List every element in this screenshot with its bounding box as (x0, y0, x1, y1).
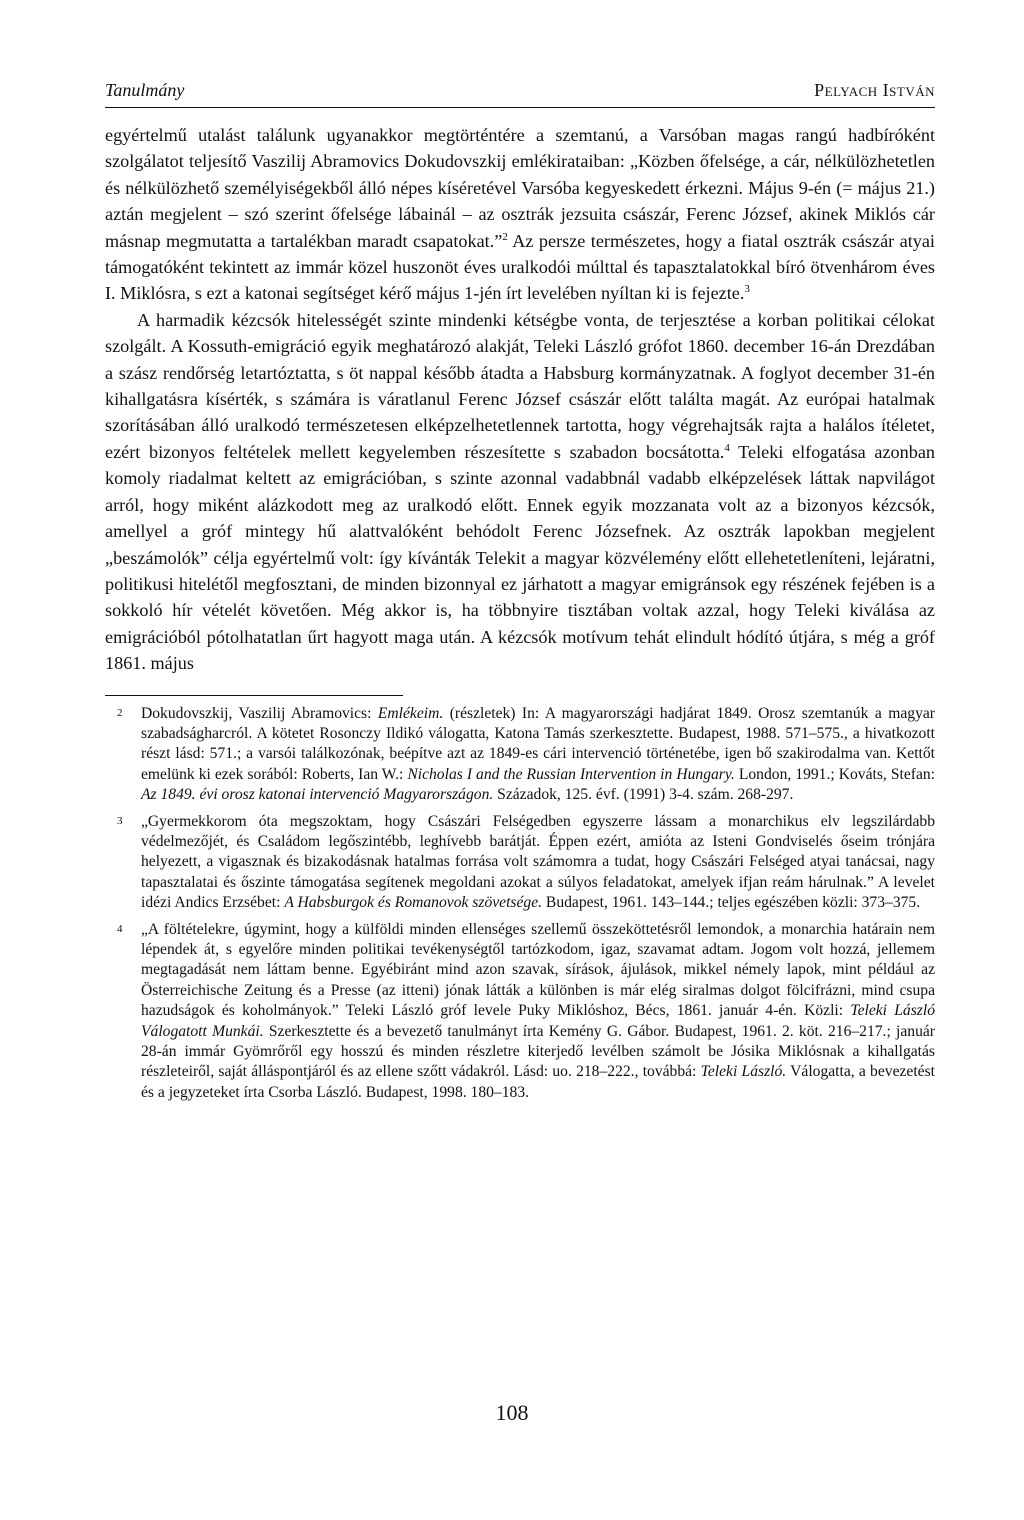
footnotes (105, 704, 935, 1104)
text-run: egyértelmű utalást találunk ugyanakkor megtörténtére a szemtanú, a Varsóban magas rangú hadbíróként szolgálatot teljesítő Vaszilij Abramovics Dokudovszkij emlékirataiban: „Közben őfelsége, a cár, nélkülözhetetlen és nélkülözhető személyiségekből álló népes kíséretével Varsóba kegyeskedett érkezni. Május 9-én (= május 21.) aztán megjelent – szó szerint őfelsége lábainál – az osztrák jezsuita császár, Ferenc József, akinek Miklós cár másnap megmutatta a tartalékban maradt csapatokat.” (105, 125, 935, 251)
body-text (105, 122, 935, 677)
author-name: Pelyach István (814, 80, 935, 100)
italic-title: Nicholas I and the Russian Intervention in Hungary. (407, 765, 735, 783)
footnote (105, 704, 935, 806)
running-header (105, 80, 935, 108)
footnote-reference: 2 (502, 230, 508, 243)
page-number: 108 (495, 1400, 529, 1425)
page (105, 80, 935, 1109)
text-run: Az persze természetes, hogy a fiatal osztrák császár atyai támogatóként tekintett az immár közel huszonöt éves uralkodói múlttal és tapasztalatokkal bíró ötvenhárom éves I. Miklósra, s ezt a katonai segítséget kérő május 1-jén írt levelében nyíltan ki is fejezte. (105, 230, 935, 304)
footnote-number: 4 (117, 922, 123, 935)
paragraph (105, 307, 935, 677)
footnote (105, 920, 935, 1104)
text-run: (részletek) In: A magyarországi hadjárat 1849. Orosz szemtanúk a magyar szabadságharcról. A kötetet Rosonczy Ildikó válogatta, Katona Tamás szerkesztette. Budapest, 1988. 571–575., a hivatkozott részt lásd: 571.; a varsói találkozónak, beépítve azt az 1849-es cári intervenció történetébe, igen bő szakirodalma van. Kettőt emelünk ki ezek sorából: Roberts, Ian W.: (141, 704, 935, 783)
text-run: A harmadik kézcsók hitelességét szinte mindenki kétségbe vonta, de terjesztése a korban politikai célokat szolgált. A Kossuth-emigráció egyik meghatározó alakját, Teleki László grófot 1860. december 16-án Drezdában a szász rendőrség letartóztatta, s öt nappal később átadta a Habsburg kormányzatnak. A foglyot december 31-én kihallgatásra kísérték, s számára is váratlanul Ferenc József császár előtt találta magát. Az európai hatalmak szorításában álló uralkodó természetesen elképzelhetetlennek tartotta, hogy végrehajtsák rajta a halálos ítéletet, ezért bizonyos feltételek mellett kegyelemben részesítette s szabadon bocsátotta. (105, 309, 935, 462)
italic-title: A Habsburgok és Romanovok szövetsége. (284, 894, 543, 912)
text-run: „A föltételekre, úgymint, hogy a külföldi minden ellenséges szellemű összeköttetésről lemondok, a monarchia határain nem lépendek át, s egyelőre minden politikai tevékenységtől tartózkodom, igaz, szavamat adtam. Jogom volt hozzá, jellemem megtagadását nem láttam benne. Egyébiránt mind azon szavak, sírások, ájulások, mikkel némely lapok, mint például az Österreichische Zeitung és a Presse (az itteni) jónak látták a különben is már elég siralmas dolgot fölcifrázni, mind csupa hazudságok és koholmányok.” Teleki László gróf levele Puky Miklóshoz, Bécs, 1861. január 4-én. Közli: (141, 920, 935, 1020)
italic-title: Emlékeim. (377, 704, 444, 722)
footnote-text (141, 921, 935, 1101)
paragraph (105, 122, 935, 307)
text-run: Válogatta, a bevezetést és a jegyzeteket írta Csorba László. Budapest, 1998. 180–183. (141, 1063, 935, 1101)
italic-title: Teleki László. (700, 1063, 787, 1081)
footnote-text (141, 813, 935, 912)
footnote-separator (105, 695, 403, 696)
text-run: Szerkesztette és a bevezető tanulmányt írta Kemény G. Gábor. Budapest, 1961. 2. köt. 216–217.; január 28-án immár Gyömrőről egy hosszú és minden részletre kiterjedő levélben számolt be Jósika Miklósnak a kihallgatás részleteiről, saját álláspontjáról és az ellene szőtt vádakról. Lásd: uo. 218–222., továbbá: (141, 1022, 935, 1081)
text-run: „Gyermekkorom óta megszoktam, hogy Császári Felségedben egyszerre lássam a monarchikus elv legszilárdabb védelmezőjét, és Családom legőszintébb, leghívebb barátját. Éppen ezért, amióta az Isteni Gondviselés őseim trónjára helyezett, a vigasznak és bizakodásnak hatalmas forrása volt számomra a tudat, hogy Császári Felséged atyai tanácsai, nagy tapasztalatai és őszinte támogatása segítenek megoldani azokat a súlyos feladatokat, amelyek ifjan reám hárulnak.” A levelet idézi Andics Erzsébet: (141, 812, 935, 912)
text-run: Teleki elfogatása azonban komoly riadalmat keltett az emigrációban, s szinte azonnal vadabbnál vadabb elképzelések láttak napvilágot arról, hogy miként alázkodott meg az uralkodó előtt. Ennek egyik mozzanata volt az a bizonyos kézcsók, amellyel a gróf mintegy hű alattvalóként behódolt Ferenc Józsefnek. Az osztrák lapokban megjelent „beszámolók” célja egyértelmű volt: így kívánták Telekit a magyar közvélemény előtt ellehetetleníteni, lejáratni, politikusi hitelétől megfosztani, de minden bizonnyal ez járhatott a magyar emigránsok egy részének fejében is a sokkoló hír vételét követően. Még akkor is, ha többnyire tisztában voltak azzal, hogy Teleki kiválása az emigrációból pótolhatatlan űrt hagyott maga után. A kézcsók motívum tehát elindult hódító útjára, s még a gróf 1861. május (105, 441, 935, 674)
footnote-number: 3 (117, 814, 123, 827)
text-run: London, 1991.; Kováts, Stefan: (734, 765, 936, 783)
text-run: Századok, 125. évf. (1991) 3-4. szám. 268-297. (493, 786, 794, 804)
section-label: Tanulmány (105, 80, 185, 100)
text-run: Dokudovszkij, Vaszilij Abramovics: (141, 704, 378, 722)
footnote-reference: 3 (744, 283, 750, 296)
footnote-text (141, 705, 935, 804)
footnote-number: 2 (117, 706, 123, 719)
italic-title: Teleki László Válogatott Munkái. (141, 1002, 935, 1040)
text-run: Budapest, 1961. 143–144.; teljes egészében közli: 373–375. (542, 894, 921, 912)
footnote-reference: 4 (724, 441, 730, 454)
footnote (105, 812, 935, 914)
italic-title: Az 1849. évi orosz katonai intervenció Magyarországon. (141, 786, 494, 804)
